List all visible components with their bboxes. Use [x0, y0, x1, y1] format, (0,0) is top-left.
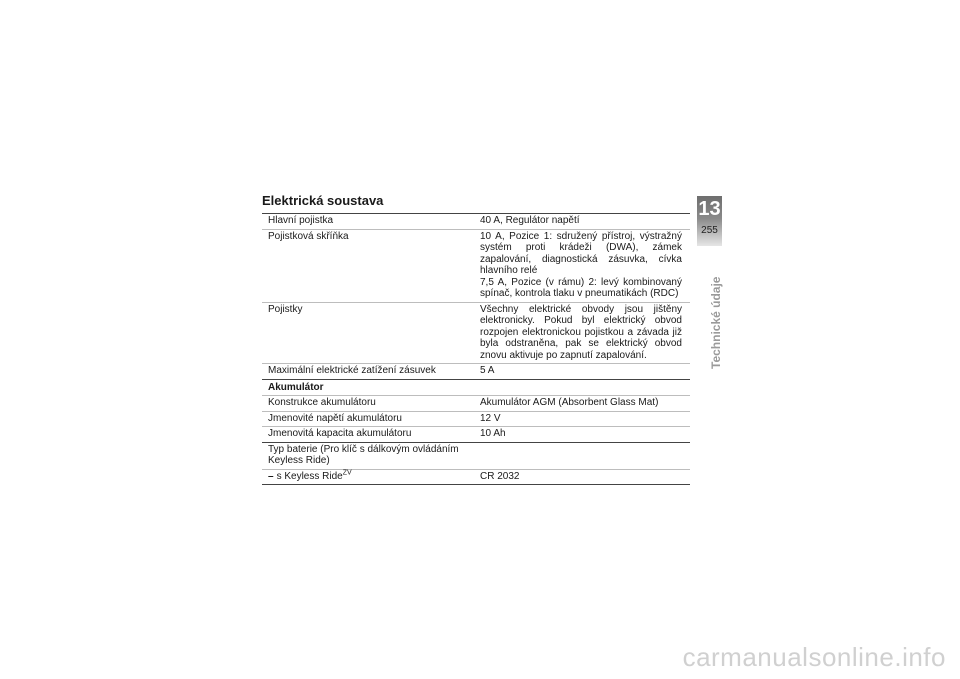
table-row	[262, 230, 690, 303]
row-value: CR 2032	[480, 470, 520, 482]
table-row	[262, 303, 690, 365]
row-label: Jmenovitá kapacita akumulátoru	[268, 428, 412, 439]
row-value	[472, 230, 690, 302]
electrical-spec-table	[262, 213, 690, 485]
row-value-line-2: 7,5 A, Pozice (v rámu) 2: levý kombinovaný spínač, kontrola tlaku v pneumatikách (RDC)	[480, 276, 682, 299]
row-label: Jmenovité napětí akumulátoru	[268, 412, 402, 424]
row-label: Konstrukce akumulátoru	[268, 397, 376, 408]
row-value: 40 A, Regulátor napětí	[480, 215, 580, 226]
table-row	[262, 412, 690, 428]
row-value: 12 V	[480, 412, 501, 424]
chapter-number: 13	[698, 198, 721, 220]
row-value: 5 A	[480, 365, 495, 376]
chapter-side-title: Technické údaje	[709, 276, 723, 369]
row-label	[262, 470, 472, 485]
row-value: 10 Ah	[480, 428, 506, 439]
sub-row-label: s Keyless Ride	[276, 470, 343, 482]
row-label: Pojistková skříňka	[268, 230, 349, 242]
battery-section-header: Akumulátor	[262, 380, 690, 397]
row-label: Maximální elektrické zatížení zásuvek	[268, 365, 436, 376]
row-label: Typ baterie (Pro klíč s dálkovým ovládáním Keyless Ride)	[268, 443, 459, 466]
row-value-line-1: 10 A, Pozice 1: sdružený přístroj, výstražný systém proti krádeži (DWA), zámek zapalování, diagnostická zásuvka, cívka hlavního relé	[480, 230, 682, 276]
row-label: Hlavní pojistka	[268, 215, 334, 226]
table-row	[262, 364, 690, 380]
watermark: carmanualsonline.info	[682, 642, 946, 672]
section-title: Elektrická soustava	[262, 193, 384, 208]
table-row	[262, 214, 690, 230]
table-row	[262, 396, 690, 412]
table-row	[262, 470, 690, 486]
table-row	[262, 443, 690, 470]
page-number: 255	[701, 225, 718, 236]
dash-marker: –	[268, 470, 274, 482]
row-label: Pojistky	[268, 303, 303, 315]
row-value	[472, 443, 690, 469]
row-value: Akumulátor AGM (Absorbent Glass Mat)	[480, 397, 659, 408]
row-value: Všechny elektrické obvody jsou jištěny elektronicky. Pokud byl elektrický obvod rozpojen elektronickou pojistkou a závada již byla odstraněna, pak se elektrický obvod znovu aktivuje po zapnutí zapalování.	[480, 303, 682, 361]
table-row	[262, 427, 690, 443]
option-superscript: ZV	[342, 469, 352, 477]
